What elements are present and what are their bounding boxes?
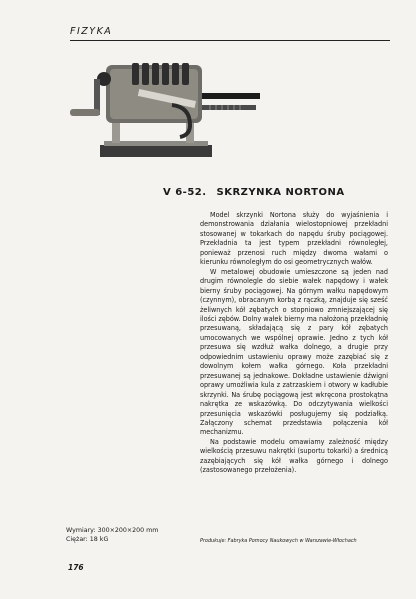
norton-gearbox-photo <box>60 45 265 175</box>
paragraph-2: W metalowej obudowie umieszczone są jeden nad drugim równolegle do siebie wałek napędowy i wałek bierny śruby pociągowej. Na górnym wałku napędowym (czynnym), obracanym korbą z rączką, znajduje się sześć żeliwnych kół zębatych o stopniowo zmniejszającej się ilości zębów. Dolny wałek bierny ma nałożoną przekładnię przesuwaną, składającą się z pary kół zębatych umocowanych we wspólnej oprawie. Jedno z tych kół przesuwa się wzdłuż wałka dolnego, a drugie przy odpowiednim ustawieniu oprawy może zazębiać się z dowolnym kołem wałka górnego. Koła przekładni przesuwanej są jednakowe. Dokładne ustawienie dźwigni oprawy umożliwia kula z zatrzaskiem i otwory w kadłubie skrzynki. Na śrubę pociągową jest wkręcona prostokątna nakrętka ze wskazówką. Do odczytywania wielkości przesunięcia wskazówki posługujemy się podziałką. Załączony schemat przedstawia połączenia kół mechanizmu. <box>200 266 388 437</box>
paragraph-1: Model skrzynki Nortona służy do wyjaśnienia i demonstrowania działania wielostopniowej przekładni stosowanej w tokarkach do napędu śruby pociągowej. Przekładnia ta jest typem przekładni równoległej, ponieważ przenosi ruch między dwoma wałami o kierunku równoległym do osi geometrycznych wałów. <box>200 210 388 267</box>
item-name: SKRZYNKA NORTONA <box>216 187 345 198</box>
specifications <box>66 526 158 544</box>
header-rule <box>70 40 390 41</box>
catalog-code: V 6-52. <box>163 187 207 198</box>
description <box>200 210 388 475</box>
section-header: FIZYKA <box>70 26 113 37</box>
paragraph-3: Na podstawie modelu omawiamy zależność między wielkością przesuwu nakrętki (suportu tokarki) a średnicą zazębiających się kół wałka górnego i dolnego (zastosowanego przełożenia). <box>200 436 388 475</box>
page-number: 176 <box>68 563 84 572</box>
item-title <box>163 187 345 198</box>
weight: Ciężar: 18 kG <box>66 536 109 543</box>
dimensions: Wymiary: 300×200×200 mm <box>66 527 159 534</box>
producer-note: Produkuje: Fabryka Pomocy Naukowych w Warszawie-Włochach <box>200 538 357 544</box>
